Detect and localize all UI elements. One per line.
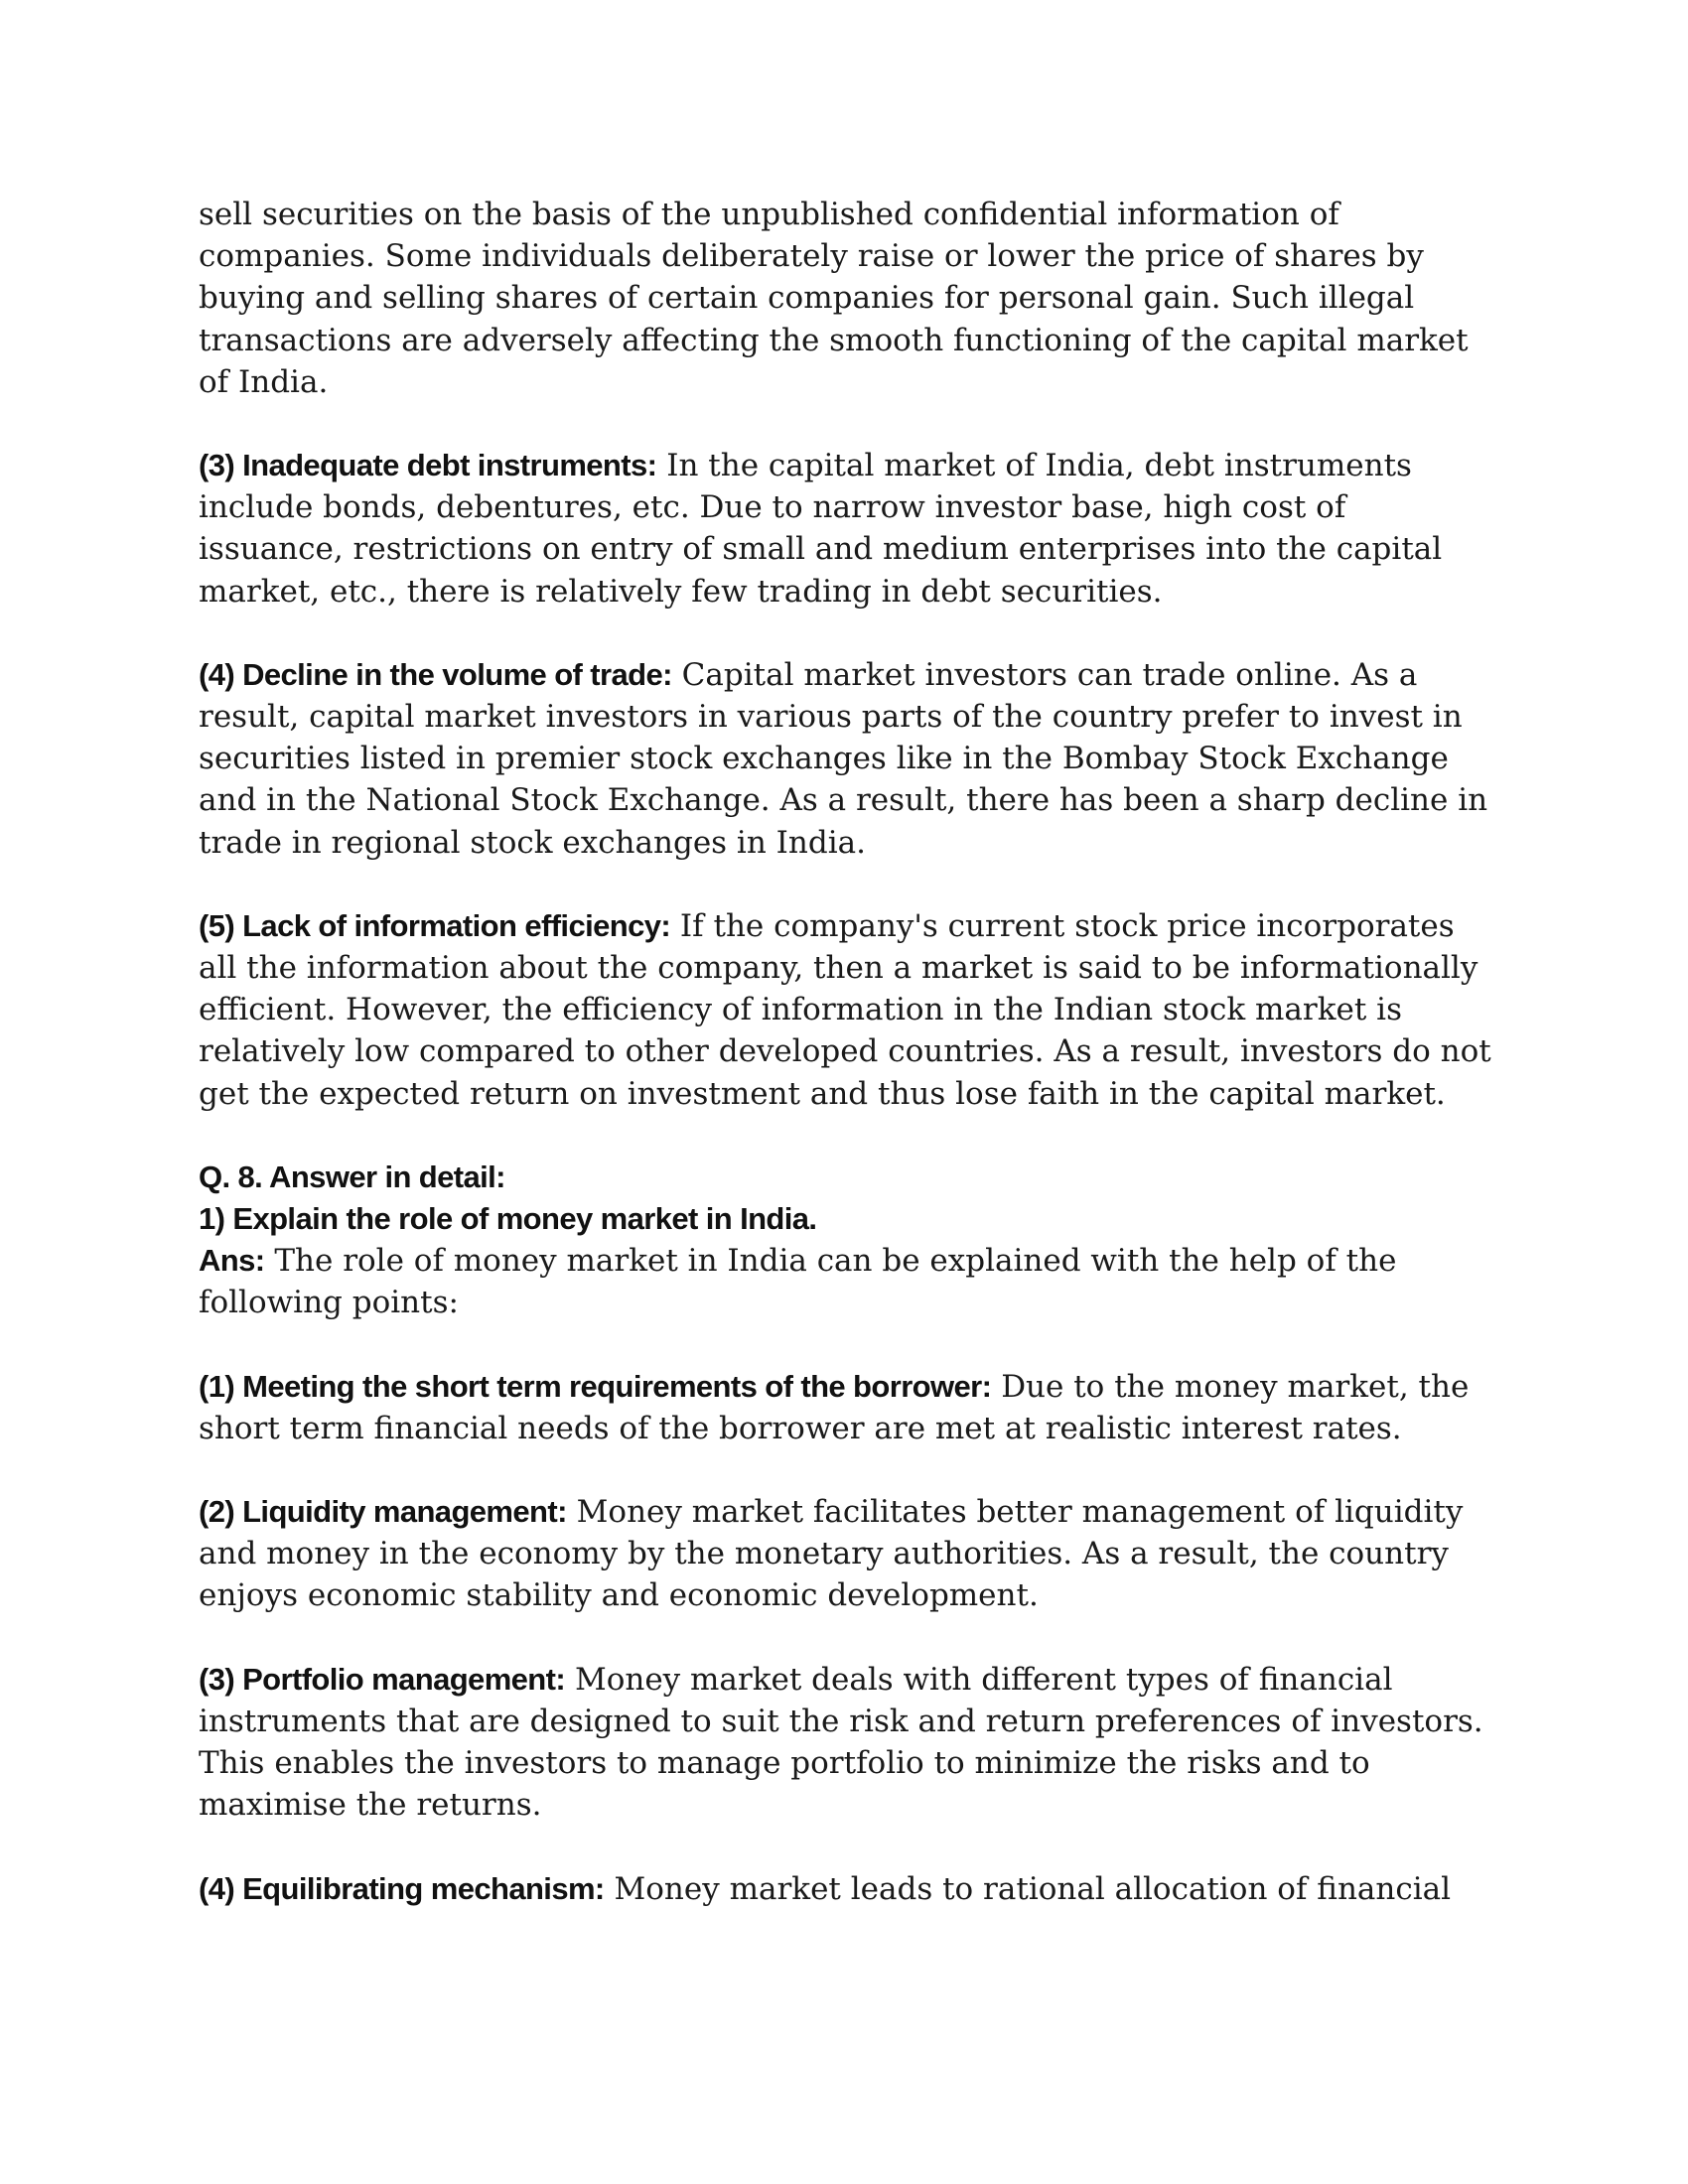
subquestion <box>199 1198 1499 1240</box>
answer-intro <box>199 1240 1499 1323</box>
paragraph-decline-volume-trade <box>199 654 1499 864</box>
paragraph-text: If the company's current stock price incorporates all the information about the company, then a market is said to be informationally efficient. However, the efficiency of information in the Indian stock market is relatively low compared to other developed countries. As a result, investors do not get the expected return on investment and thus lose faith in the capital market. <box>199 907 1491 1112</box>
subquestion-text: 1) Explain the role of money market in India. <box>199 1201 817 1237</box>
point-liquidity-management <box>199 1491 1499 1617</box>
point-heading: (3) Portfolio management: <box>199 1661 566 1697</box>
point-text: Money market leads to rational allocation of financial <box>604 1870 1452 1907</box>
answer-label: Ans: <box>199 1243 265 1279</box>
point-text: Money market deals with different types of financial instruments that are designed to suit the risk and return preferences of investors. This enables the investors to manage portfolio to minimize the risks and to maximise the returns. <box>199 1661 1483 1824</box>
paragraph-inadequate-debt-instruments <box>199 445 1499 613</box>
paragraph-heading: (5) Lack of information efficiency: <box>199 907 671 943</box>
answer-text: The role of money market in India can be explained with the help of the following points: <box>199 1243 1397 1321</box>
paragraph-lack-information-efficiency <box>199 905 1499 1115</box>
paragraph-text: In the capital market of India, debt instruments include bonds, debentures, etc. Due to narrow investor base, high cost of issuance, restrictions on entry of small and medium enterprises into the capital market, etc., there is relatively few trading in debt securities. <box>199 448 1443 610</box>
point-short-term-requirements <box>199 1366 1499 1449</box>
point-heading: (4) Equilibrating mechanism: <box>199 1870 605 1906</box>
point-text: Money market facilitates better management of liquidity and money in the economy by the monetary authorities. As a result, the country enjoys economic stability and economic development. <box>199 1494 1464 1614</box>
paragraph-text: sell securities on the basis of the unpublished confidential information of companies. Some individuals deliberately raise or lower the price of shares by buying and selling shares of certain companies for personal gain. Such illegal transactions are adversely affecting the smooth functioning of the capital market of India. <box>199 197 1469 400</box>
point-text: Due to the money market, the short term financial needs of the borrower are met at realistic interest rates. <box>199 1368 1470 1446</box>
point-portfolio-management <box>199 1659 1499 1827</box>
point-heading: (1) Meeting the short term requirements of the borrower: <box>199 1368 992 1404</box>
question-title-text: Q. 8. Answer in detail: <box>199 1159 505 1194</box>
point-heading: (2) Liquidity management: <box>199 1494 567 1530</box>
question-title <box>199 1157 1499 1198</box>
paragraph-heading: (3) Inadequate debt instruments: <box>199 448 657 483</box>
paragraph-text: Capital market investors can trade online. As a result, capital market investors in various parts of the country prefer to invest in securities listed in premier stock exchanges like in the Bombay Stock Exchange and in the National Stock Exchange. As a result, there has been a sharp decline in trade in regional stock exchanges in India. <box>199 656 1488 861</box>
point-equilibrating-mechanism <box>199 1868 1499 1910</box>
paragraph-heading: (4) Decline in the volume of trade: <box>199 656 672 692</box>
document-page <box>199 194 1499 1910</box>
paragraph-insider-trading <box>199 194 1499 403</box>
